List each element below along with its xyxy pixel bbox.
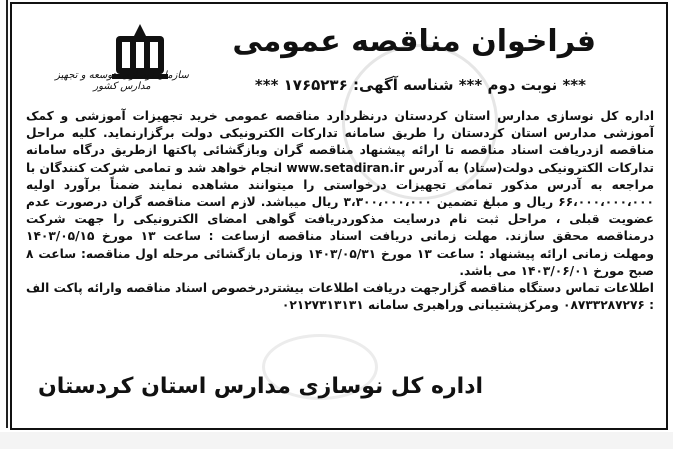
organization-signature: سازمان نوسازی، توسعه و تجهیز مدارس کشور [55, 70, 189, 92]
notice-subtitle: *** نوبت دوم *** شناسه آگهی: ۱۷۶۵۲۳۶ *** [254, 76, 586, 94]
left-border-line [6, 0, 8, 428]
body-paragraph-contact: اطلاعات تماس دستگاه مناقصه گزارجهت دریافت اطلاعات بیشتردرخصوص اسناد مناقصه وارائه پاکت الف : ۰۸۷۳۳۲۸۷۲۷۶ ومرکزپشتیبانی وراهبری سامانه ۰۲۱۲۷۳۱۳۱۳۱ [26, 281, 654, 313]
body-paragraph-main: اداره کل نوسازی مدارس استان کردستان درنظردارد مناقصه عمومی خرید تجهیزات آموزشی و کمک آموزشی مدارس استان کردستان را طریق سامانه تدارکات الکترونیکی دولت برگزارنماید. کلیه مراحل مناقصه ازدریافت اسناد مناقصه تا ارائه پیشنهاد مناقصه گران وبازگشائی پاکتها ازطریق درگاه سامانه تدارکات الکترونیکی دولت(ستاد) به آدرس www.setadiran.ir انجام خواهد شد و تمامی شرکت کنندگان با مراجعه به آدرس مذکور تمامی تجهیزات درخواستی را میتوانند مشاهده نمایند ضمناً برآورد اولیه ۶۶،۰۰۰،۰۰۰،۰۰۰ ریال و مبلغ تضمین ۳،۳۰۰،۰۰۰،۰۰۰ ریال میباشد. لازم است مناقصه گران درصورت عدم عضویت قبلی ، مراحل ثبت نام درسایت مذکوردریافت گواهی امضای الکترونیکی را جهت شرکت درمناقصه محقق سازند. مهلت زمانی دریافت اسناد مناقصه ازساعت : ساعت ۱۳ مورخ ۱۴۰۳/۰۵/۱۵ ومهلت زمانی ارائه پیشنهاد : ساعت ۱۳ مورخ ۱۴۰۳/۰۵/۳۱ وزمان بازگشائی مرحله اول مناقصه: ساعت ۸ صبح مورخ ۱۴۰۳/۰۶/۰۱ می باشد. [26, 109, 654, 278]
page-bottom-strip [0, 432, 673, 449]
notice-title: فراخوان مناقصه عمومی [232, 24, 596, 59]
notice-body [26, 108, 654, 314]
tender-notice [10, 2, 668, 430]
issuer-footer: اداره کل نوسازی مدارس استان کردستان [38, 374, 484, 399]
